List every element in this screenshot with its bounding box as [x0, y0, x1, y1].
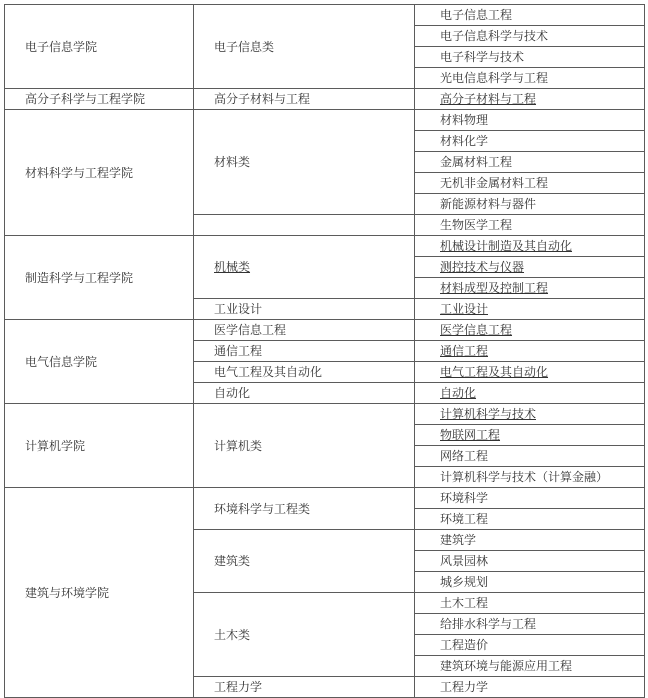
- category-link[interactable]: 机械类: [194, 236, 415, 299]
- major-cell: 生物医学工程: [415, 215, 645, 236]
- college-cell: 材料科学与工程学院: [5, 110, 194, 236]
- major-cell: 土木工程: [415, 593, 645, 614]
- major-cell: 光电信息科学与工程: [415, 68, 645, 89]
- major-cell: 建筑环境与能源应用工程: [415, 656, 645, 677]
- major-cell: 风景园林: [415, 551, 645, 572]
- table-row: [5, 5, 645, 26]
- college-cell: 建筑与环境学院: [5, 488, 194, 698]
- major-link[interactable]: 计算机科学与技术: [415, 404, 645, 425]
- table-row: [5, 89, 645, 110]
- category-cell: 医学信息工程: [194, 320, 415, 341]
- table-row: [5, 236, 645, 257]
- table-row: [5, 404, 645, 425]
- major-cell: 新能源材料与器件: [415, 194, 645, 215]
- category-cell: 工程力学: [194, 677, 415, 698]
- category-cell: 环境科学与工程类: [194, 488, 415, 530]
- major-link[interactable]: 机械设计制造及其自动化: [415, 236, 645, 257]
- major-cell: 材料化学: [415, 131, 645, 152]
- major-cell: 计算机科学与技术（计算金融）: [415, 467, 645, 488]
- college-cell: 电子信息学院: [5, 5, 194, 89]
- major-link[interactable]: 医学信息工程: [415, 320, 645, 341]
- category-cell: 自动化: [194, 383, 415, 404]
- category-cell-empty: [194, 215, 415, 236]
- major-cell: 工程造价: [415, 635, 645, 656]
- major-cell: 城乡规划: [415, 572, 645, 593]
- major-cell: 电子信息工程: [415, 5, 645, 26]
- major-link[interactable]: 物联网工程: [415, 425, 645, 446]
- major-cell: 电子信息科学与技术: [415, 26, 645, 47]
- major-link[interactable]: 自动化: [415, 383, 645, 404]
- major-cell: 网络工程: [415, 446, 645, 467]
- table-row: [5, 110, 645, 131]
- category-cell: 通信工程: [194, 341, 415, 362]
- major-cell: 电子科学与技术: [415, 47, 645, 68]
- category-cell: 计算机类: [194, 404, 415, 488]
- college-cell: 电气信息学院: [5, 320, 194, 404]
- category-cell: 电子信息类: [194, 5, 415, 89]
- major-link[interactable]: 工业设计: [415, 299, 645, 320]
- category-cell: 电气工程及其自动化: [194, 362, 415, 383]
- category-cell: 材料类: [194, 110, 415, 215]
- major-link[interactable]: 高分子材料与工程: [415, 89, 645, 110]
- major-cell: 金属材料工程: [415, 152, 645, 173]
- category-cell: 建筑类: [194, 530, 415, 593]
- major-cell: 工程力学: [415, 677, 645, 698]
- category-cell: 高分子材料与工程: [194, 89, 415, 110]
- major-link[interactable]: 通信工程: [415, 341, 645, 362]
- major-cell: 建筑学: [415, 530, 645, 551]
- major-cell: 无机非金属材料工程: [415, 173, 645, 194]
- college-cell: 计算机学院: [5, 404, 194, 488]
- table-row: [5, 320, 645, 341]
- major-cell: 环境科学: [415, 488, 645, 509]
- category-cell: 工业设计: [194, 299, 415, 320]
- major-link[interactable]: 材料成型及控制工程: [415, 278, 645, 299]
- major-cell: 环境工程: [415, 509, 645, 530]
- college-cell: 制造科学与工程学院: [5, 236, 194, 320]
- major-cell: 给排水科学与工程: [415, 614, 645, 635]
- college-major-table: [4, 4, 645, 698]
- major-link[interactable]: 测控技术与仪器: [415, 257, 645, 278]
- major-link[interactable]: 电气工程及其自动化: [415, 362, 645, 383]
- category-cell: 土木类: [194, 593, 415, 677]
- table-row: [5, 488, 645, 509]
- major-cell: 材料物理: [415, 110, 645, 131]
- college-cell: 高分子科学与工程学院: [5, 89, 194, 110]
